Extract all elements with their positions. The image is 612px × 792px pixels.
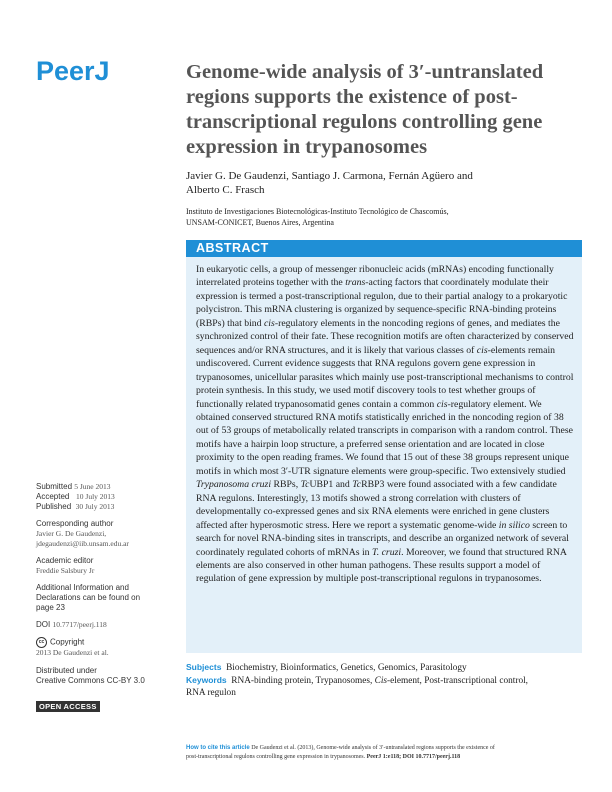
authors-line-2: Alberto C. Frasch	[186, 184, 265, 196]
subjects-keywords	[186, 661, 582, 699]
open-access-badge: OPEN ACCESS	[36, 701, 100, 712]
keywords-row-2: RNA regulon	[186, 688, 236, 698]
affiliation	[186, 206, 566, 228]
keywords-row: Keywords RNA-binding protein, Trypanosomes, Cis-element, Post-transcriptional control,	[186, 675, 528, 686]
license-line-1: Distributed under	[36, 666, 97, 675]
academic-editor-name: Freddie Salsbury Jr	[36, 566, 95, 575]
published-row: Published 30 July 2013	[36, 502, 115, 511]
authors-line-1: Javier G. De Gaudenzi, Santiago J. Carmona, Fernán Agüero and	[186, 170, 473, 182]
citation-line-2: post-transcriptional regulons controlling gene expression in trypanosomes. PeerJ 1:e118; DOI 10.7717/peerj.118	[186, 753, 461, 760]
abstract-header	[186, 240, 582, 257]
citation-line-1: How to cite this article De Gaudenzi et al. (2013), Genome-wide analysis of 3′-untranslated regions supports the existence of	[186, 745, 495, 751]
copyright-row: cc Copyright	[36, 637, 84, 648]
author-list	[186, 169, 566, 197]
additional-info-line-2: Declarations can be found on	[36, 593, 141, 602]
submitted-row: Submitted 5 June 2013	[36, 482, 111, 491]
article-title: Genome-wide analysis of 3′-untranslated regions supports the existence of post-transcriptional regulons controlling gene expression in trypanosomes	[186, 61, 544, 158]
doi-row: DOI 10.7717/peerj.118	[36, 620, 107, 629]
abstract-heading: ABSTRACT	[196, 241, 269, 255]
doi-link[interactable]: 10.7717/peerj.118	[52, 620, 107, 629]
license-line-2[interactable]: Creative Commons CC-BY 3.0	[36, 676, 145, 685]
accepted-row: Accepted 10 July 2013	[36, 492, 115, 501]
corresponding-author-label: Corresponding author	[36, 519, 114, 528]
subjects-row: Subjects Biochemistry, Bioinformatics, Genetics, Genomics, Parasitology	[186, 662, 467, 673]
copyright-value: 2013 De Gaudenzi et al.	[36, 648, 109, 657]
peerj-logo: PeerJ	[36, 56, 110, 86]
academic-editor-label: Academic editor	[36, 556, 94, 565]
creative-commons-icon: cc	[36, 637, 47, 648]
additional-info-line-1: Additional Information and	[36, 583, 129, 592]
affiliation-line-1: Instituto de Investigaciones Biotecnológicas-Instituto Tecnológico de Chascomús,	[186, 207, 449, 216]
corresponding-author-name: Javier G. De Gaudenzi,	[36, 529, 107, 538]
additional-info-line-3: page 23	[36, 603, 65, 612]
affiliation-line-2: UNSAM-CONICET, Buenos Aires, Argentina	[186, 218, 334, 227]
citation-box	[186, 744, 582, 761]
abstract-text: In eukaryotic cells, a group of messenger ribonucleic acids (mRNAs) encoding functionally interrelated proteins together with the trans-acting factors that coordinately modulate their expression is termed a post-transcriptional regulon, due to their partial analogy to a prokaryotic polycistron. This mRNA clustering is organized by sequence-specific RNA-binding proteins (RBPs) that bind cis-regulatory elements in the noncoding regions of genes, and mediates the synchronized control of their fate. These recognition motifs are often characterized by conserved sequences and/or RNA structures, and it is likely that various classes of cis-elements remain undiscovered. Current evidence suggests that RNA regulons govern gene expression in trypanosomes, unicellular parasites which mainly use post-transcriptional mechanisms to control protein synthesis. In this study, we used motif discovery tools to test whether groups of functionally related trypanosomatid genes contain a common cis-regulatory element. We obtained conserved structured RNA motifs statistically enriched in the noncoding region of 38 out of 53 groups of metabolically related transcripts in comparison with a random control. These motifs have a hairpin loop structure, a preferred sense orientation and are located in close proximity to the open reading frames. We found that 15 out of these 38 groups represent unique motifs in which most 3′-UTR signature elements were group-specific. Two extensively studied Trypanosoma cruzi RBPs, TcUBP1 and TcRBP3 were found associated with a few candidate RNA regulons. Interestingly, 13 motifs showed a strong correlation with clusters of developmentally co-expressed genes and six RNA elements were enriched in gene clusters affected after hyperosmotic stress. Here we report a systematic genome-wide in silico screen to search for novel RNA-binding sites in transcripts, and describe an organized network of several coordinately regulated cohorts of mRNAs in T. cruzi. Moreover, we found that structured RNA elements are also conserved in other human pathogens. These results support a model of regulation of gene expression by multiple post-transcriptional regulons in trypanosomes.	[196, 264, 574, 585]
corresponding-author-email[interactable]: jdegaudenzi@iib.unsam.edu.ar	[36, 539, 129, 548]
